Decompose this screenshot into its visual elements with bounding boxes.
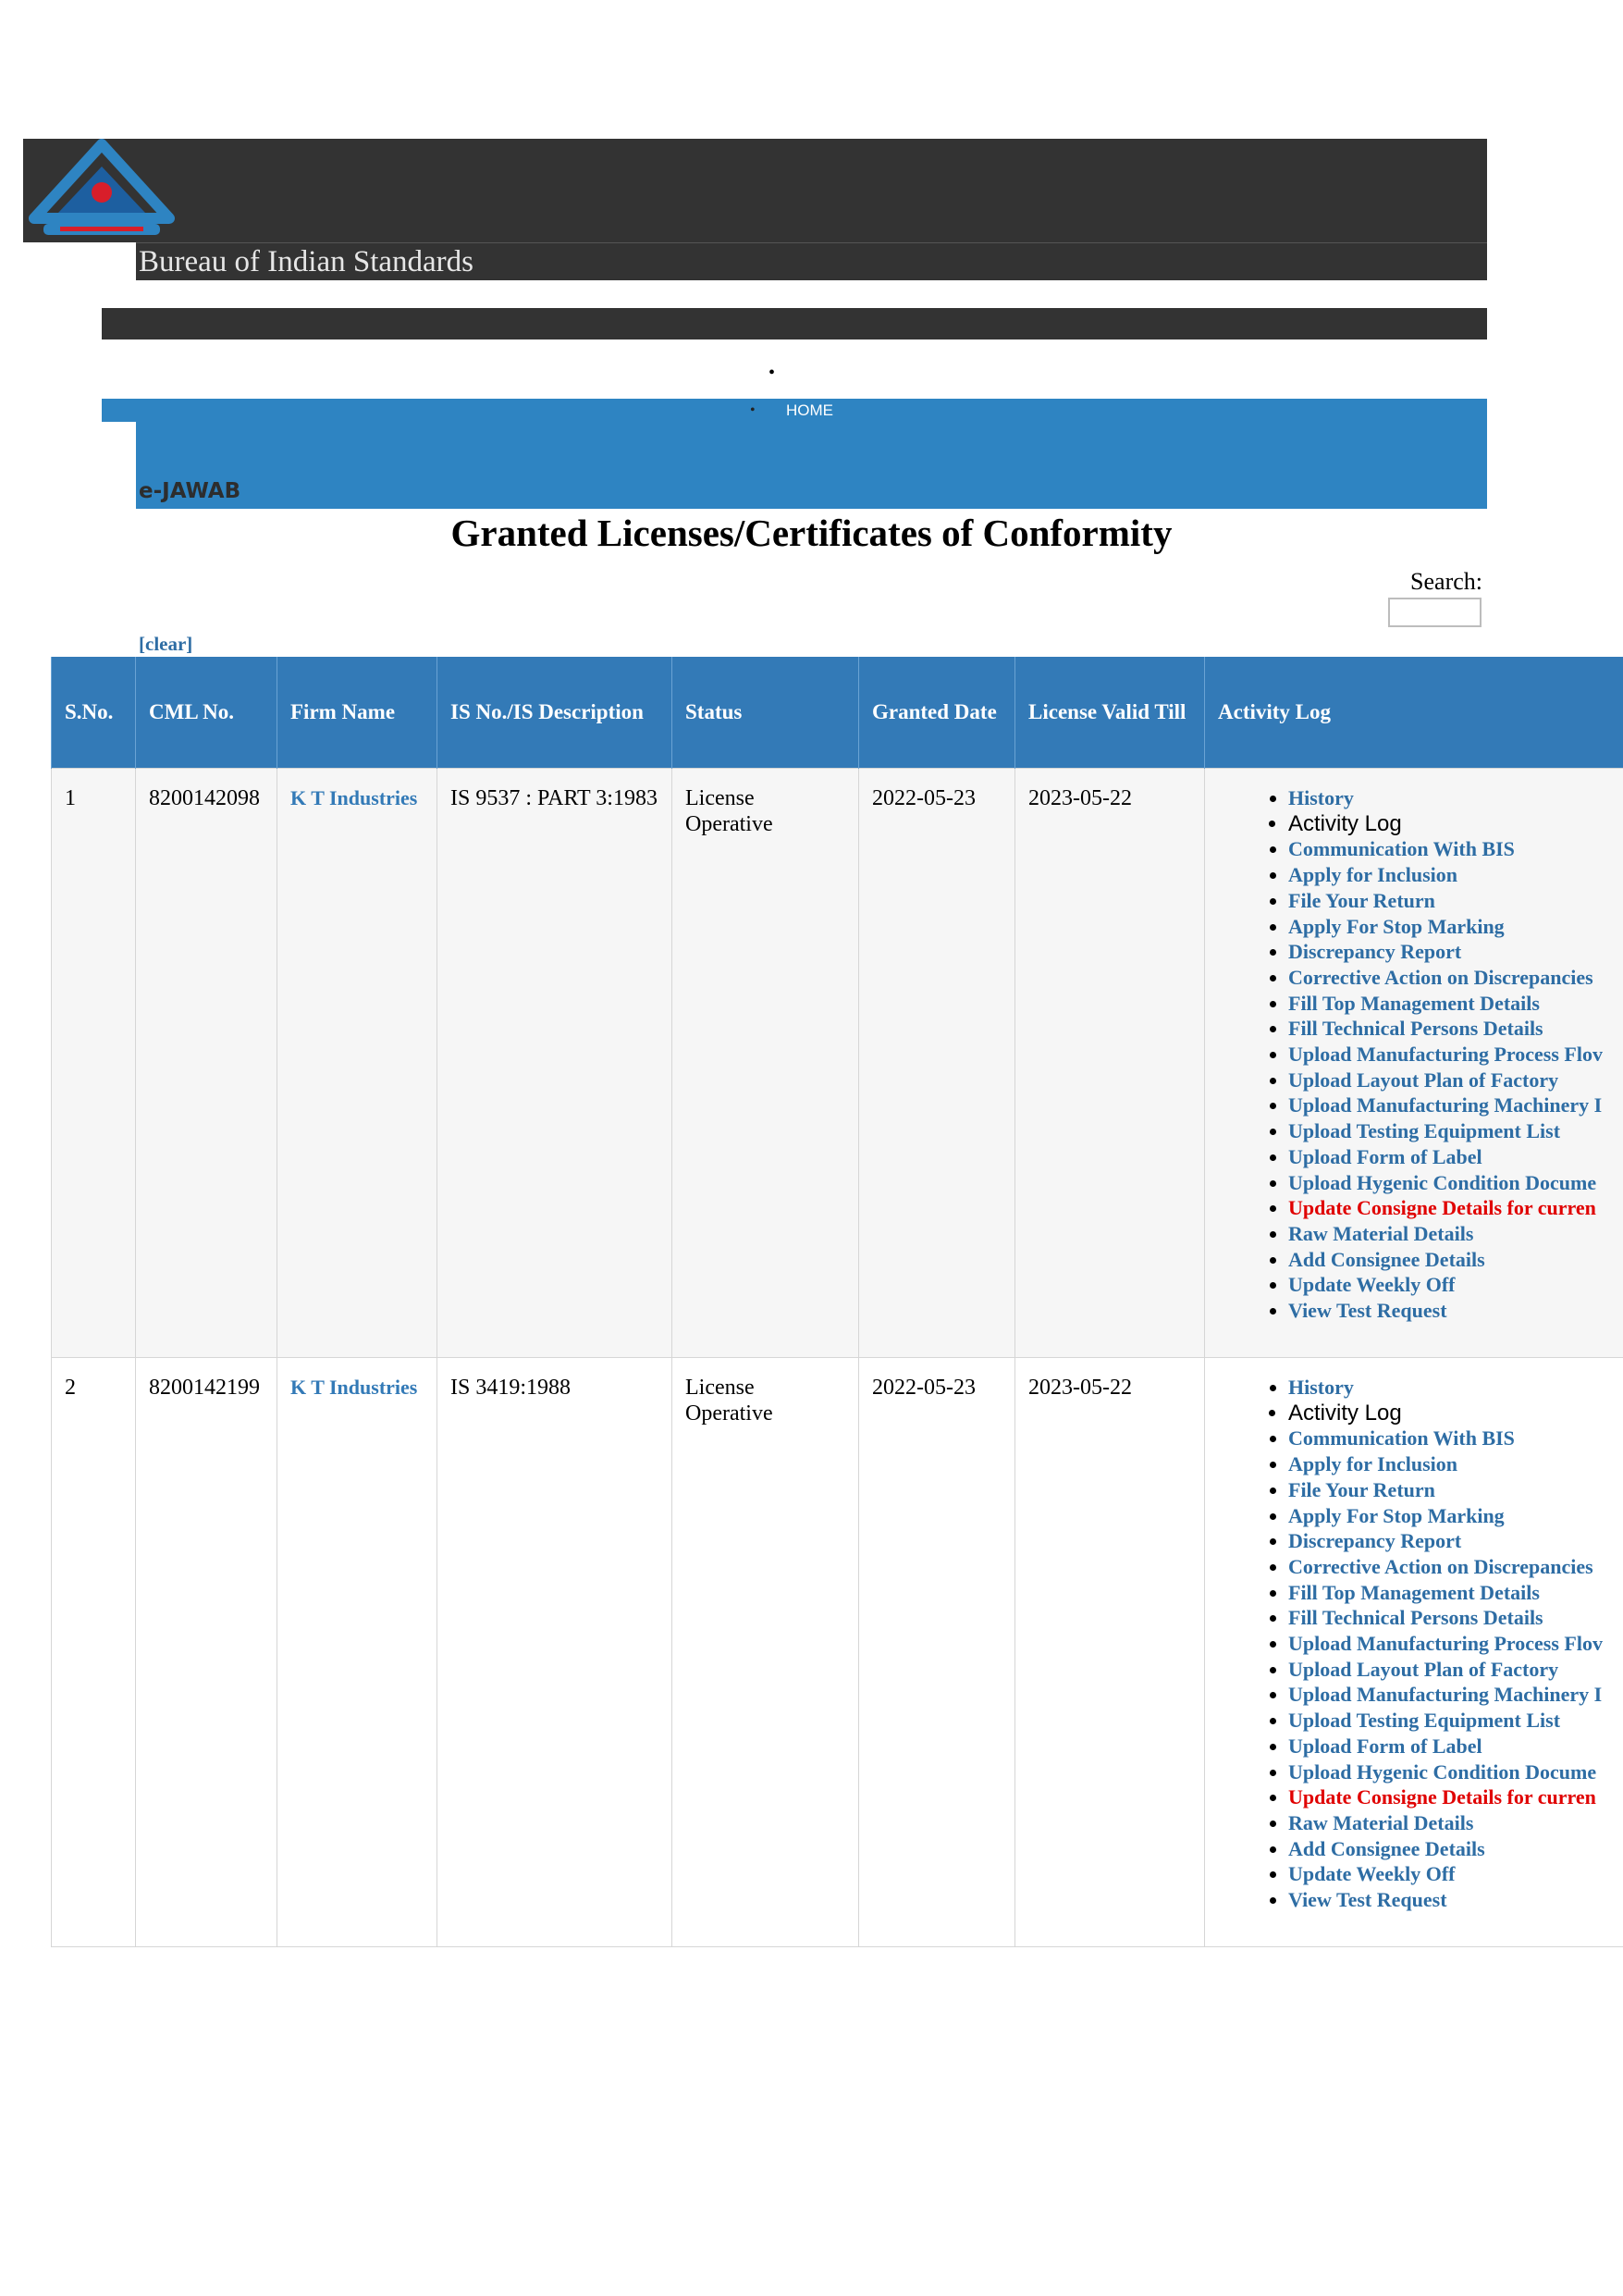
bis-logo-icon[interactable] [23,139,180,242]
activity-link[interactable]: • File Your Return [1288,888,1623,914]
activity-link[interactable]: • Fill Technical Persons Details [1288,1016,1623,1042]
nav-bullet: • [768,363,776,383]
search-label: Search: [1410,568,1482,595]
activity-list [1218,1375,1623,1913]
activity-link[interactable]: • Communication With BIS [1288,836,1623,862]
cell-cml-no: 8200142098 [136,769,277,1358]
col-header-activity-log[interactable]: Activity Log [1205,657,1623,769]
activity-link[interactable]: • Update Consigne Details for curren [1288,1784,1623,1810]
activity-link[interactable]: • Fill Technical Persons Details [1288,1605,1623,1631]
activity-link[interactable]: • Upload Testing Equipment List [1288,1118,1623,1144]
activity-list [1218,785,1623,1324]
cell-activity-log [1205,769,1623,1358]
cell-is-description: IS 3419:1988 [437,1358,672,1947]
firm-name-link[interactable]: K T Industries [290,786,418,809]
activity-link[interactable]: • View Test Request [1288,1887,1623,1913]
col-header-granted[interactable]: Granted Date [859,657,1015,769]
cell-cml-no: 8200142199 [136,1358,277,1947]
col-header-firm[interactable]: Firm Name [277,657,437,769]
home-bullet: • [750,402,756,418]
licenses-table [51,657,1623,1947]
activity-link[interactable]: • Update Weekly Off [1288,1272,1623,1298]
activity-link[interactable]: • Upload Manufacturing Process Flov [1288,1042,1623,1068]
activity-link[interactable]: • Raw Material Details [1288,1221,1623,1247]
col-header-sno[interactable]: S.No. [52,657,136,769]
activity-link[interactable]: • Add Consignee Details [1288,1247,1623,1273]
nav-home-link[interactable]: HOME [786,401,833,419]
licenses-table-wrapper [51,657,1623,1952]
top-header-bar [23,139,1487,242]
app-name[interactable]: e-JAWAB [139,479,241,503]
activity-link[interactable]: • Upload Layout Plan of Factory [1288,1068,1623,1093]
cell-status: License Operative [672,1358,859,1947]
activity-link[interactable]: • Update Weekly Off [1288,1861,1623,1887]
activity-link[interactable]: • Upload Layout Plan of Factory [1288,1657,1623,1683]
cell-sno: 2 [52,1358,136,1947]
cell-sno: 1 [52,769,136,1358]
cell-status: License Operative [672,769,859,1358]
cell-firm-name [277,769,437,1358]
activity-link[interactable]: • Corrective Action on Discrepancies [1288,965,1623,991]
activity-link[interactable]: • Upload Form of Label [1288,1734,1623,1759]
activity-link[interactable]: • History [1288,1375,1623,1401]
table-header-row [52,657,1623,769]
main-navbar [102,308,1487,339]
activity-link[interactable]: • View Test Request [1288,1298,1623,1324]
activity-link[interactable]: • History [1288,785,1623,811]
firm-name-link[interactable]: K T Industries [290,1376,418,1399]
activity-link[interactable]: • Update Consigne Details for curren [1288,1195,1623,1221]
cell-firm-name [277,1358,437,1947]
activity-link[interactable]: • Apply For Stop Marking [1288,914,1623,940]
activity-link[interactable]: • Corrective Action on Discrepancies [1288,1554,1623,1580]
cell-is-description: IS 9537 : PART 3:1983 [437,769,672,1358]
cell-activity-log [1205,1358,1623,1947]
search-input[interactable] [1388,598,1482,627]
clear-filter-link[interactable]: [clear] [139,633,193,655]
page-title: Granted Licenses/Certificates of Conformity [450,512,1173,554]
activity-link[interactable]: • Communication With BIS [1288,1426,1623,1451]
activity-link[interactable]: • Apply For Stop Marking [1288,1503,1623,1529]
activity-link[interactable]: • Upload Manufacturing Process Flov [1288,1631,1623,1657]
col-header-valid-till[interactable]: License Valid Till [1015,657,1205,769]
activity-link[interactable]: • Upload Hygenic Condition Docume [1288,1170,1623,1196]
cell-valid-till: 2023-05-22 [1015,1358,1205,1947]
activity-link[interactable]: • Fill Top Management Details [1288,991,1623,1017]
cell-granted-date: 2022-05-23 [859,769,1015,1358]
activity-link[interactable]: • Upload Hygenic Condition Docume [1288,1759,1623,1785]
cell-granted-date: 2022-05-23 [859,1358,1015,1947]
activity-link[interactable]: • Upload Testing Equipment List [1288,1708,1623,1734]
app-banner [136,422,1487,509]
col-header-is-desc[interactable]: IS No./IS Description [437,657,672,769]
activity-log-label: • Activity Log [1288,811,1623,837]
activity-log-label: • Activity Log [1288,1401,1623,1426]
table-row [52,1358,1623,1947]
col-header-cml[interactable]: CML No. [136,657,277,769]
activity-link[interactable]: • Apply for Inclusion [1288,862,1623,888]
activity-link[interactable]: • Raw Material Details [1288,1810,1623,1836]
activity-link[interactable]: • Upload Manufacturing Machinery I [1288,1682,1623,1708]
brand-name[interactable]: Bureau of Indian Standards [139,245,473,278]
col-header-status[interactable]: Status [672,657,859,769]
activity-link[interactable]: • Discrepancy Report [1288,1528,1623,1554]
cell-valid-till: 2023-05-22 [1015,769,1205,1358]
activity-link[interactable]: • Discrepancy Report [1288,939,1623,965]
table-row [52,769,1623,1358]
activity-link[interactable]: • Add Consignee Details [1288,1836,1623,1862]
activity-link[interactable]: • File Your Return [1288,1477,1623,1503]
activity-link[interactable]: • Upload Form of Label [1288,1144,1623,1170]
activity-link[interactable]: • Upload Manufacturing Machinery I [1288,1092,1623,1118]
activity-link[interactable]: • Apply for Inclusion [1288,1451,1623,1477]
activity-link[interactable]: • Fill Top Management Details [1288,1580,1623,1606]
